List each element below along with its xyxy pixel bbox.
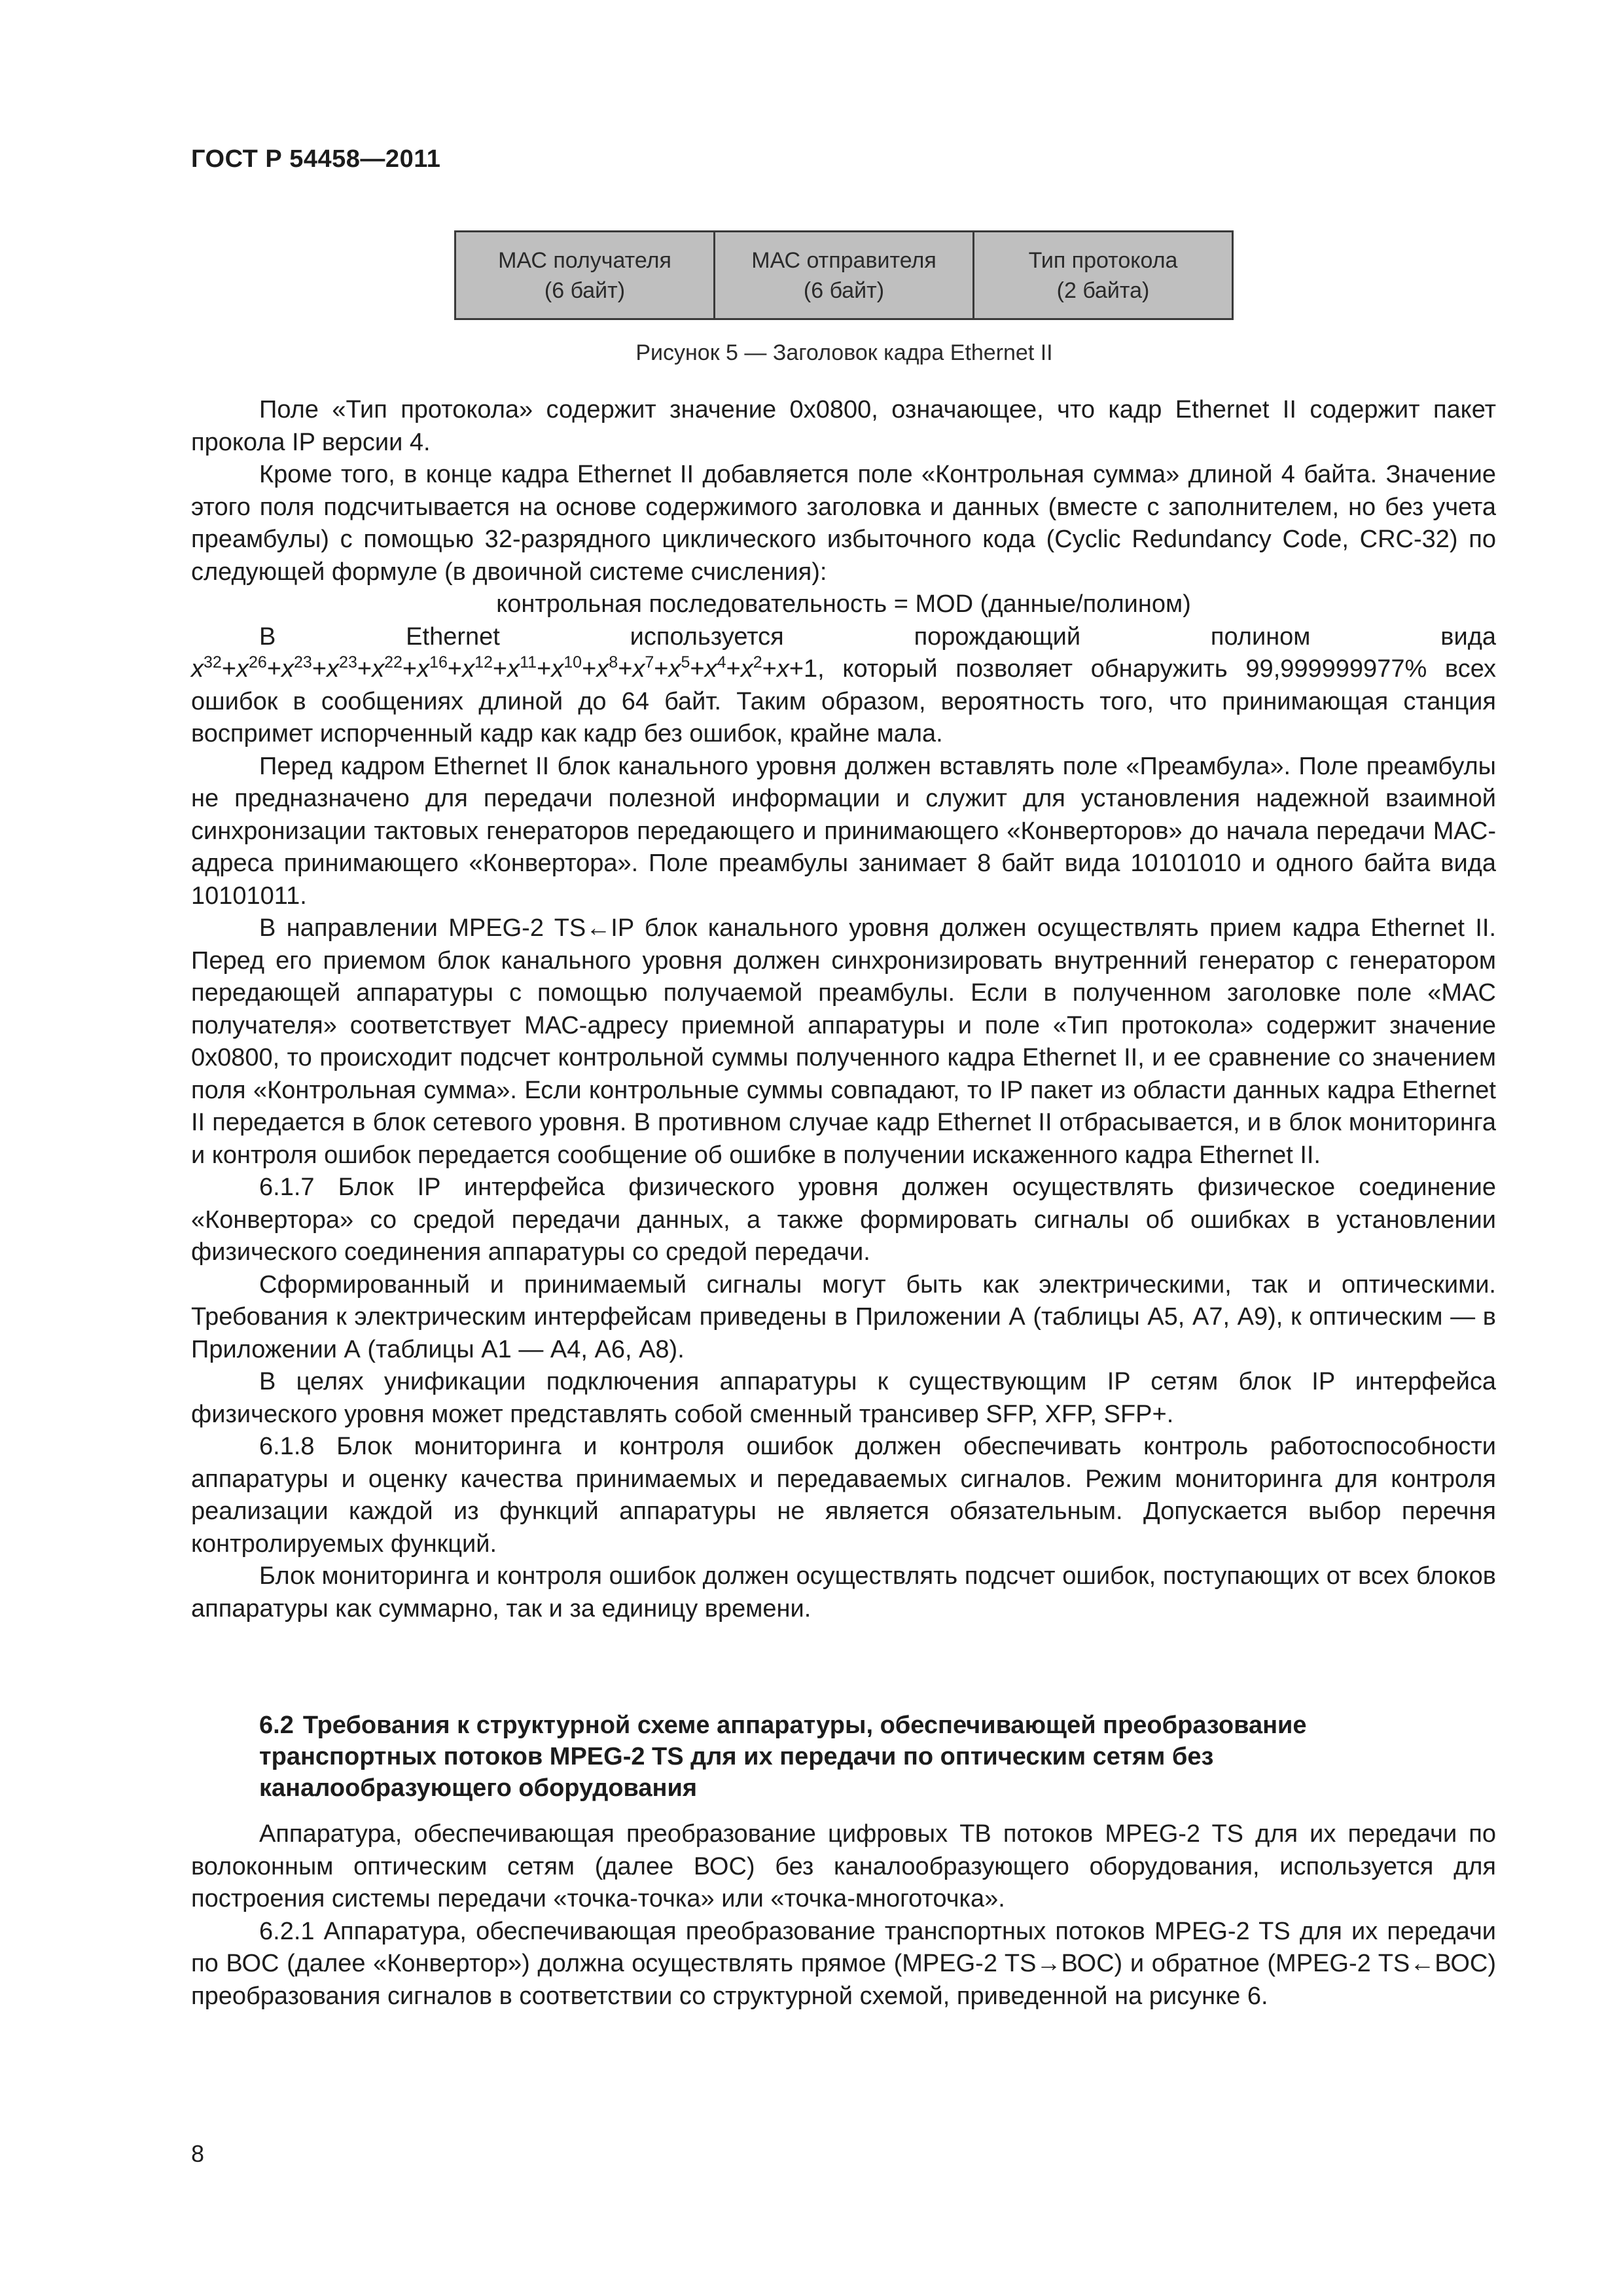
polynomial-term: x: [776, 655, 789, 683]
polynomial-term: $x^{10}$: [551, 653, 582, 683]
page-number: 8: [191, 2140, 205, 2167]
paragraph-polynomial: [191, 621, 1496, 751]
polynomial-term: $x^{32}$: [191, 653, 222, 683]
paragraph: Поле «Тип протокола» содержит значение 0х0800, означающее, что кадр Ethernet II содержит пакет прокола IP версии 4.: [191, 396, 1496, 456]
cell-size: (6 байт): [803, 278, 885, 303]
plus-sign: +: [537, 655, 552, 683]
crc-formula: контрольная последовательность = MOD (данные/полином): [496, 590, 1191, 618]
ethernet-header-figure: [454, 230, 1234, 320]
main-text: [191, 394, 1496, 1625]
paragraph: 6.1.7 Блок IP интерфейса физического уровня должен осуществлять физическое соединение «Конвертора» со средой передачи данных, а также формировать сигналы об ошибках в установлении физического соединения аппаратуры со средой передачи.: [191, 1174, 1496, 1266]
plus-sign: +: [762, 655, 777, 683]
paragraph: Блок мониторинга и контроля ошибок должен осуществлять подсчет ошибок, поступающих от всех блоков аппаратуры как суммарно, так и за единицу времени.: [191, 1562, 1496, 1623]
cell-label: МАС получателя: [498, 247, 671, 273]
cell-size: (6 байт): [544, 278, 626, 303]
section-heading: [259, 1710, 1437, 1804]
cell-size: (2 байта): [1056, 278, 1150, 303]
plus-sign: +: [726, 655, 741, 683]
section-number: 6.2: [259, 1712, 294, 1739]
section-text: [191, 1818, 1496, 2013]
polynomial-term: $x^{22}$: [372, 653, 402, 683]
paragraph: 6.2.1 Аппаратура, обеспечивающая преобразование транспортных потоков MPEG-2 TS для их передачи по ВОС (далее «Конвертор») должна осуществлять прямое (MPEG-2 TS→ВОС) и обратное (MPEG-2 TS←ВОС) преобразования сигналов в соответствии со структурной схемой, приведенной на рисунке 6.: [191, 1917, 1496, 2010]
paragraph: Аппаратура, обеспечивающая преобразование цифровых ТВ потоков MPEG-2 TS для их передачи по волоконным оптическим сетям (далее ВОС) без каналообразующего оборудования, используется для построения системы передачи «точка-точка» или «точка-многоточка».: [191, 1820, 1496, 1912]
plus-sign: +: [492, 655, 508, 683]
polynomial-term: $x^{26}$: [236, 653, 267, 683]
paragraph: Кроме того, в конце кадра Ethernet II добавляется поле «Контрольная сумма» длиной 4 байта. Значение этого поля подсчитывается на основе содержимого заголовка и данных (вместе с заполнителем, но без учета преамбулы) с помощью 32-разрядного циклического избыточного кода (Cyclic Redundancy Code, CRC-32) по следующей формуле (в двоичной системе счисления):: [191, 461, 1496, 586]
polynomial-term: $x^{16}$: [417, 653, 448, 683]
polynomial-term: $x^{23}$: [281, 653, 312, 683]
figure-caption: Рисунок 5 — Заголовок кадра Ethernet II: [635, 340, 1053, 365]
polynomial-term: $x^7$: [632, 653, 654, 683]
polynomial-term: $x^5$: [668, 653, 690, 683]
paragraph: Сформированный и принимаемый сигналы могут быть как электрическими, так и оптическими. Требования к электрическим интерфейсам приведены в Приложении А (таблицы А5, А7, А9), к оптическим — в Приложении А (таблицы А1 — А4, А6, А8).: [191, 1270, 1496, 1363]
mac-destination-cell: [455, 232, 715, 319]
polynomial-term: $x^4$: [704, 653, 726, 683]
plus-sign: +: [690, 655, 705, 683]
cell-label: Тип протокола: [1028, 247, 1178, 273]
paragraph: В направлении MPEG-2 TS←IP блок канального уровня должен осуществлять прием кадра Ethernet II. Перед его приемом блок канального уровня должен синхронизировать внутренний генератор с генератором передающей аппаратуры с помощью получаемой преамбулы. Если в полученном заголовке поле «МАС получателя» соответствует МАС-адресу приемной аппаратуры и поле «Тип протокола» содержит значение 0х0800, то происходит подсчет контрольной суммы полученного кадра Ethernet II, и ее сравнение со значением поля «Контрольная сумма». Если контрольные суммы совпадают, то IP пакет из области данных кадра Ethernet II передается в блок сетевого уровня. В противном случае кадр Ethernet II отбрасывается, и в блок мониторинга и контроля ошибок передается сообщение об ошибке в получении искаженного кадра Ethernet II.: [191, 914, 1496, 1169]
protocol-type-cell: [974, 232, 1233, 319]
paragraph: Перед кадром Ethernet II блок канального уровня должен вставлять поле «Преамбула». Поле преамбулы не предназначено для передачи полезной информации и служит для установления надежной взаимной синхронизации тактовых генераторов передающего и принимающего «Конверторов» до начала передачи МАС-адреса принимающего «Конвертора». Поле преамбулы занимает 8 байт вида 10101010 и одного байта вида 10101011.: [191, 752, 1496, 910]
cell-label: МАС отправителя: [751, 247, 936, 273]
plus-sign: +: [447, 655, 463, 683]
polynomial-term: $x^{11}$: [507, 653, 537, 683]
polynomial-term: $x^{23}$: [327, 653, 357, 683]
plus-sign: +: [582, 655, 597, 683]
mac-source-cell: [715, 232, 974, 319]
plus-sign: +: [618, 655, 633, 683]
polynomial-lead: В Ethernet используется порождающий полином вида: [259, 622, 1496, 651]
plus-sign: +: [402, 655, 418, 683]
section-title-text: Требования к структурной схеме аппаратуры, обеспечивающей преобразование транспортных потоков MPEG-2 TS для их передачи по оптическим сетям без каналообразующего оборудования: [259, 1712, 1307, 1802]
polynomial-term: 1: [804, 655, 818, 683]
polynomial-expression: [191, 655, 817, 683]
plus-sign: +: [266, 655, 282, 683]
polynomial-term: $x^2$: [740, 653, 762, 683]
plus-sign: +: [221, 655, 237, 683]
polynomial-tail: , который позволяет обнаружить 99,999999977% всех ошибок в сообщениях длиной до 64 байт. Таким образом, вероятность того, что принимающая станция воспримет испорченный кадр как кадр без ошибок, крайне мала.: [191, 655, 1496, 747]
plus-sign: +: [312, 655, 327, 683]
polynomial-term: $x^8$: [596, 653, 618, 683]
plus-sign: +: [789, 655, 804, 683]
plus-sign: +: [357, 655, 372, 683]
polynomial-term: $x^{12}$: [462, 653, 493, 683]
plus-sign: +: [654, 655, 669, 683]
paragraph: 6.1.8 Блок мониторинга и контроля ошибок должен обеспечивать контроль работоспособности аппаратуры и оценку качества принимаемых и передаваемых сигналов. Режим мониторинга для контроля реализации каждой из функций аппаратуры не является обязательным. Допускается выбор перечня контролируемых функций.: [191, 1433, 1496, 1558]
paragraph: В целях унификации подключения аппаратуры к существующим IP сетям блок IP интерфейса физического уровня может представлять собой сменный трансивер SFP, XFP, SFP+.: [191, 1368, 1496, 1428]
document-header: ГОСТ Р 54458—2011: [191, 145, 441, 173]
